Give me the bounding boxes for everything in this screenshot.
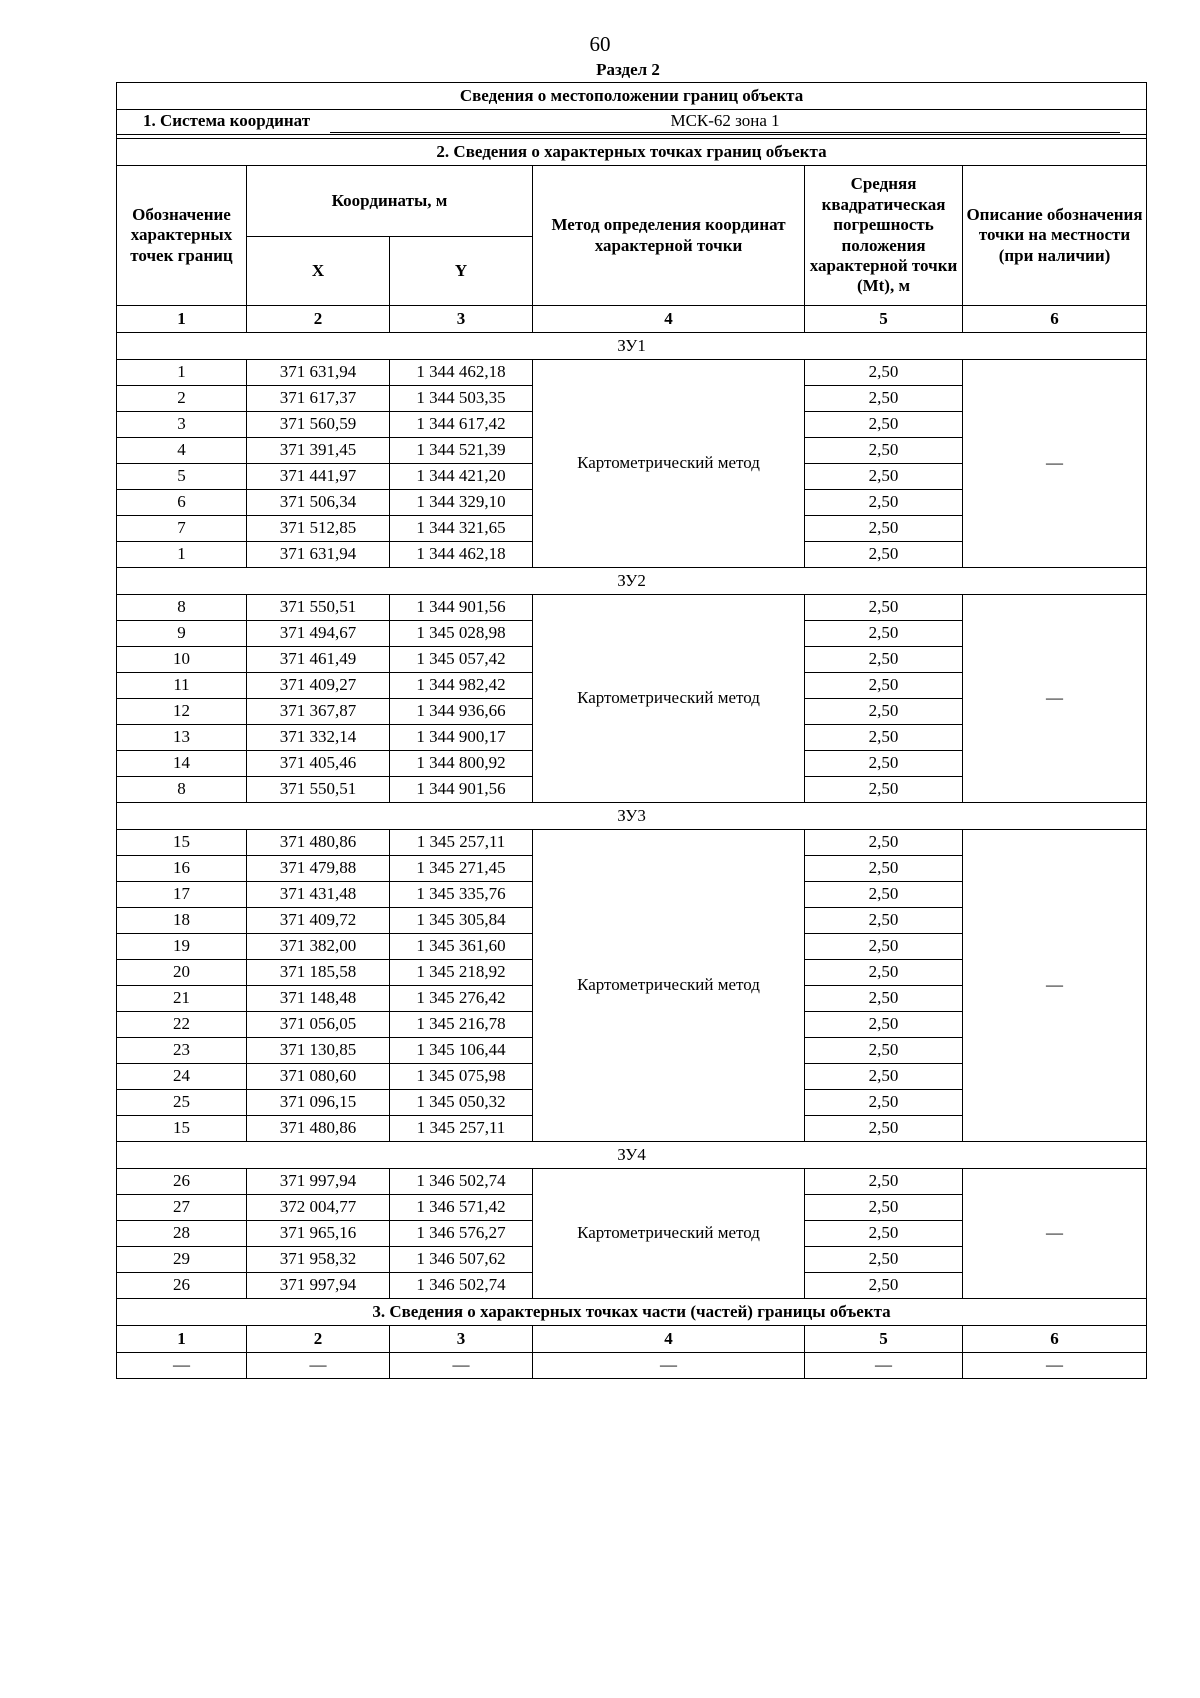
parts-cell: — xyxy=(805,1353,963,1379)
col-header-method: Метод определения координат характерной точки xyxy=(533,166,805,306)
point-number: 8 xyxy=(117,595,247,621)
point-number: 17 xyxy=(117,882,247,908)
col-number: 2 xyxy=(247,1326,390,1353)
point-x: 371 431,48 xyxy=(247,882,390,908)
point-mt: 2,50 xyxy=(805,438,963,464)
point-mt: 2,50 xyxy=(805,1012,963,1038)
point-number: 15 xyxy=(117,1116,247,1142)
point-number: 6 xyxy=(117,490,247,516)
col-header-error: Средняя квадратическая погрешность положения характерной точки (Mt), м xyxy=(805,166,963,306)
point-x: 371 096,15 xyxy=(247,1090,390,1116)
point-mt: 2,50 xyxy=(805,725,963,751)
point-mt: 2,50 xyxy=(805,960,963,986)
point-number: 1 xyxy=(117,360,247,386)
col-number: 2 xyxy=(247,306,390,333)
point-y: 1 344 462,18 xyxy=(390,360,533,386)
point-x: 371 391,45 xyxy=(247,438,390,464)
point-y: 1 345 218,92 xyxy=(390,960,533,986)
point-x: 371 631,94 xyxy=(247,542,390,568)
point-x: 371 185,58 xyxy=(247,960,390,986)
point-number: 23 xyxy=(117,1038,247,1064)
col-header-description: Описание обозначения точки на местности (при наличии) xyxy=(963,166,1147,306)
point-y: 1 344 900,17 xyxy=(390,725,533,751)
point-mt: 2,50 xyxy=(805,856,963,882)
point-number: 10 xyxy=(117,647,247,673)
point-y: 1 345 057,42 xyxy=(390,647,533,673)
point-number: 4 xyxy=(117,438,247,464)
point-x: 371 148,48 xyxy=(247,986,390,1012)
point-y: 1 345 271,45 xyxy=(390,856,533,882)
point-y: 1 344 321,65 xyxy=(390,516,533,542)
col-number: 6 xyxy=(963,1326,1147,1353)
point-y: 1 344 800,92 xyxy=(390,751,533,777)
point-number: 27 xyxy=(117,1195,247,1221)
point-number: 22 xyxy=(117,1012,247,1038)
point-number: 9 xyxy=(117,621,247,647)
table-row xyxy=(117,595,1147,621)
col-number: 1 xyxy=(117,306,247,333)
point-mt: 2,50 xyxy=(805,1273,963,1299)
point-mt: 2,50 xyxy=(805,1169,963,1195)
point-y: 1 346 507,62 xyxy=(390,1247,533,1273)
point-y: 1 345 028,98 xyxy=(390,621,533,647)
point-mt: 2,50 xyxy=(805,751,963,777)
point-y: 1 345 276,42 xyxy=(390,986,533,1012)
point-number: 24 xyxy=(117,1064,247,1090)
point-number: 20 xyxy=(117,960,247,986)
coordinate-system-value: МСК-62 зона 1 xyxy=(330,111,1120,132)
parts-subheader: 3. Сведения о характерных точках части (частей) границы объекта xyxy=(117,1299,1147,1326)
point-x: 371 506,34 xyxy=(247,490,390,516)
description-cell: — xyxy=(963,1169,1147,1299)
col-header-x: X xyxy=(247,237,390,306)
method-cell: Картометрический метод xyxy=(533,360,805,568)
parts-cell: — xyxy=(533,1353,805,1379)
method-cell: Картометрический метод xyxy=(533,830,805,1142)
point-y: 1 345 305,84 xyxy=(390,908,533,934)
point-x: 371 056,05 xyxy=(247,1012,390,1038)
point-number: 21 xyxy=(117,986,247,1012)
col-number: 4 xyxy=(533,1326,805,1353)
point-y: 1 345 257,11 xyxy=(390,830,533,856)
point-x: 371 080,60 xyxy=(247,1064,390,1090)
point-x: 371 405,46 xyxy=(247,751,390,777)
parts-cell: — xyxy=(117,1353,247,1379)
point-mt: 2,50 xyxy=(805,647,963,673)
point-mt: 2,50 xyxy=(805,882,963,908)
boundary-table xyxy=(116,82,1147,1379)
point-y: 1 346 502,74 xyxy=(390,1169,533,1195)
point-mt: 2,50 xyxy=(805,1116,963,1142)
col-number: 5 xyxy=(805,1326,963,1353)
parts-cell: — xyxy=(963,1353,1147,1379)
point-number: 1 xyxy=(117,542,247,568)
point-y: 1 344 521,39 xyxy=(390,438,533,464)
point-x: 371 367,87 xyxy=(247,699,390,725)
point-x: 371 550,51 xyxy=(247,777,390,803)
point-x: 371 409,27 xyxy=(247,673,390,699)
col-header-designation: Обозначение характерных точек границ xyxy=(117,166,247,306)
point-number: 11 xyxy=(117,673,247,699)
point-x: 371 494,67 xyxy=(247,621,390,647)
point-number: 26 xyxy=(117,1169,247,1195)
col-number: 5 xyxy=(805,306,963,333)
point-y: 1 344 329,10 xyxy=(390,490,533,516)
point-mt: 2,50 xyxy=(805,464,963,490)
point-number: 26 xyxy=(117,1273,247,1299)
section-title: Раздел 2 xyxy=(596,60,660,79)
point-x: 371 441,97 xyxy=(247,464,390,490)
point-y: 1 346 576,27 xyxy=(390,1221,533,1247)
method-cell: Картометрический метод xyxy=(533,595,805,803)
point-x: 371 332,14 xyxy=(247,725,390,751)
point-y: 1 344 503,35 xyxy=(390,386,533,412)
point-mt: 2,50 xyxy=(805,621,963,647)
zone-label: ЗУ3 xyxy=(117,803,1147,830)
parts-cell: — xyxy=(390,1353,533,1379)
point-number: 2 xyxy=(117,386,247,412)
point-mt: 2,50 xyxy=(805,542,963,568)
coordinate-system-label: 1. Система координат xyxy=(142,111,311,131)
col-number: 3 xyxy=(390,306,533,333)
point-mt: 2,50 xyxy=(805,1038,963,1064)
point-y: 1 345 257,11 xyxy=(390,1116,533,1142)
table-row xyxy=(117,1169,1147,1195)
point-y: 1 345 050,32 xyxy=(390,1090,533,1116)
point-y: 1 345 216,78 xyxy=(390,1012,533,1038)
point-number: 13 xyxy=(117,725,247,751)
col-header-coordinates: Координаты, м xyxy=(247,166,533,237)
point-x: 371 512,85 xyxy=(247,516,390,542)
point-mt: 2,50 xyxy=(805,595,963,621)
point-y: 1 344 901,56 xyxy=(390,777,533,803)
point-mt: 2,50 xyxy=(805,412,963,438)
point-mt: 2,50 xyxy=(805,1247,963,1273)
description-cell: — xyxy=(963,830,1147,1142)
point-y: 1 346 502,74 xyxy=(390,1273,533,1299)
point-number: 5 xyxy=(117,464,247,490)
point-number: 3 xyxy=(117,412,247,438)
point-mt: 2,50 xyxy=(805,777,963,803)
point-mt: 2,50 xyxy=(805,1090,963,1116)
point-mt: 2,50 xyxy=(805,673,963,699)
zone-label: ЗУ2 xyxy=(117,568,1147,595)
point-number: 18 xyxy=(117,908,247,934)
point-mt: 2,50 xyxy=(805,1195,963,1221)
col-number: 1 xyxy=(117,1326,247,1353)
point-number: 19 xyxy=(117,934,247,960)
description-cell: — xyxy=(963,595,1147,803)
col-number: 3 xyxy=(390,1326,533,1353)
point-y: 1 344 982,42 xyxy=(390,673,533,699)
page-number: 60 xyxy=(589,32,611,56)
point-x: 371 550,51 xyxy=(247,595,390,621)
point-y: 1 344 462,18 xyxy=(390,542,533,568)
parts-cell: — xyxy=(247,1353,390,1379)
col-header-y: Y xyxy=(390,237,533,306)
point-x: 371 617,37 xyxy=(247,386,390,412)
point-y: 1 346 571,42 xyxy=(390,1195,533,1221)
col-number: 6 xyxy=(963,306,1147,333)
zone-label: ЗУ4 xyxy=(117,1142,1147,1169)
point-mt: 2,50 xyxy=(805,1221,963,1247)
point-number: 8 xyxy=(117,777,247,803)
point-x: 371 997,94 xyxy=(247,1273,390,1299)
point-mt: 2,50 xyxy=(805,1064,963,1090)
point-x: 371 409,72 xyxy=(247,908,390,934)
point-y: 1 345 335,76 xyxy=(390,882,533,908)
point-x: 371 479,88 xyxy=(247,856,390,882)
point-x: 371 480,86 xyxy=(247,830,390,856)
table-header: Сведения о местоположении границ объекта xyxy=(117,83,1147,110)
point-x: 371 560,59 xyxy=(247,412,390,438)
coordinate-system-row xyxy=(117,110,1147,135)
zone-label: ЗУ1 xyxy=(117,333,1147,360)
point-number: 29 xyxy=(117,1247,247,1273)
point-mt: 2,50 xyxy=(805,516,963,542)
point-mt: 2,50 xyxy=(805,386,963,412)
point-y: 1 344 936,66 xyxy=(390,699,533,725)
point-x: 371 130,85 xyxy=(247,1038,390,1064)
col-number: 4 xyxy=(533,306,805,333)
points-subheader: 2. Сведения о характерных точках границ объекта xyxy=(117,139,1147,166)
point-y: 1 345 106,44 xyxy=(390,1038,533,1064)
point-number: 16 xyxy=(117,856,247,882)
description-cell: — xyxy=(963,360,1147,568)
point-x: 371 382,00 xyxy=(247,934,390,960)
point-y: 1 345 075,98 xyxy=(390,1064,533,1090)
point-mt: 2,50 xyxy=(805,934,963,960)
point-x: 371 965,16 xyxy=(247,1221,390,1247)
point-mt: 2,50 xyxy=(805,699,963,725)
point-number: 25 xyxy=(117,1090,247,1116)
table-row xyxy=(117,830,1147,856)
point-x: 371 461,49 xyxy=(247,647,390,673)
point-mt: 2,50 xyxy=(805,360,963,386)
point-x: 371 997,94 xyxy=(247,1169,390,1195)
table-row xyxy=(117,360,1147,386)
point-y: 1 345 361,60 xyxy=(390,934,533,960)
point-number: 28 xyxy=(117,1221,247,1247)
point-mt: 2,50 xyxy=(805,986,963,1012)
point-y: 1 344 617,42 xyxy=(390,412,533,438)
point-number: 15 xyxy=(117,830,247,856)
point-mt: 2,50 xyxy=(805,908,963,934)
point-x: 371 631,94 xyxy=(247,360,390,386)
point-number: 12 xyxy=(117,699,247,725)
point-y: 1 344 901,56 xyxy=(390,595,533,621)
point-number: 14 xyxy=(117,751,247,777)
point-mt: 2,50 xyxy=(805,490,963,516)
point-y: 1 344 421,20 xyxy=(390,464,533,490)
method-cell: Картометрический метод xyxy=(533,1169,805,1299)
point-x: 372 004,77 xyxy=(247,1195,390,1221)
point-x: 371 958,32 xyxy=(247,1247,390,1273)
point-number: 7 xyxy=(117,516,247,542)
point-mt: 2,50 xyxy=(805,830,963,856)
point-x: 371 480,86 xyxy=(247,1116,390,1142)
